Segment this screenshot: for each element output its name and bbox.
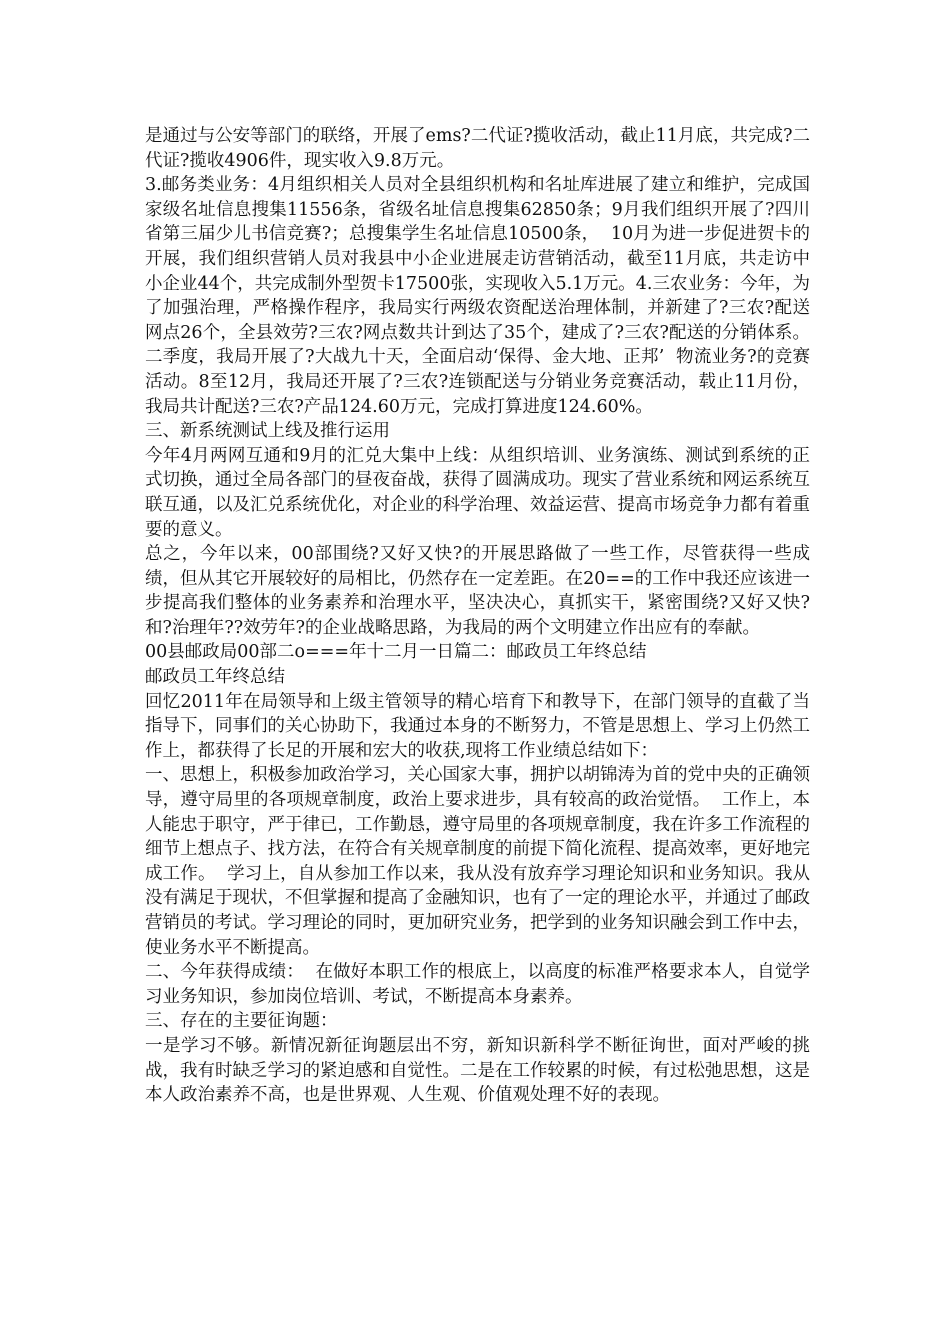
signature-line: 00县邮政局00部二o===年十二月一日篇二：邮政员工年终总结	[145, 642, 647, 663]
paragraph-system-launch: 今年4月两网互通和9月的汇兑大集中上线：从组织培训、业务演练、测试到系统的正式切换，通过全局各部门的昼夜奋战，获得了圆满成功。现实了营业系统和网运系统互联互通，以及汇兑系统优化，对企业的科学治理、效益运营、提高市场竞争力都有着重要的意义。	[145, 445, 810, 540]
document-page	[145, 124, 810, 1108]
paragraph-problems: 一是学习不够。新情况新征询题层出不穷，新知识新科学不断征询世，面对严峻的挑战，我有时缺乏学习的紧迫感和自觉性。二是在工作较累的时候，有过松弛思想，这是本人政治素养不高，也是世界观、人生观、价值观处理不好的表现。	[145, 1035, 810, 1106]
paragraph-review-intro: 回忆2011年在局领导和上级主管领导的精心培育下和教导下，在部门领导的直截了当指导下，同事们的关心协助下，我通过本身的不断努力，不管是思想上、学习上仍然工作上，都获得了长足的开展和宏大的收获,现将工作业绩总结如下：	[145, 691, 810, 761]
paragraph-postal-and-agri-business: 3.邮务类业务：4月组织相关人员对全县组织机构和名址库进展了建立和维护，完成国家级名址信息搜集11556条，省级名址信息搜集62850条；9月我们组织开展了?四川省第三届少儿书信竞赛?；总搜集学生名址信息10500条， 10月为进一步促进贺卡的开展，我们组织营销人员对我县中小企业进展走访营销活动，截至11月底，共走访中小企业44个，共完成制外型贺卡17500张，实现收入5.1万元。4.三农业务：今年，为了加强治理，严格操作程序，我局实行两级农资配送治理体制，并新建了?三农?配送网点26个，全县效劳?三农?网点数共计到达了35个，建成了?三农?配送的分销体系。二季度，我局开展了?大战九十天，全面启动‘保得、金大地、正邦’ 物流业务?的竞赛活动。8至12月，我局还开展了?三农?连锁配送与分销业务竞赛活动，载止11月份，我局共计配送?三农?产品124.60万元，完成打算进度124.60%。	[145, 175, 810, 417]
paragraph-conclusion: 总之，今年以来，00部围绕?又好又快?的开展思路做了一些工作，尽管获得一些成绩，但从其它开展较好的局相比，仍然存在一定差距。在20==的工作中我还应该进一步提高我们整体的业务素养和治理水平，坚决决心，真抓实干，紧密围绕?又好又快?和?治理年??效劳年?的企业战略思路，为我局的两个文明建立作出应有的奉献。	[145, 544, 810, 638]
heading-main-problems: 三、存在的主要征询题：	[145, 1011, 338, 1032]
paragraph-achievements: 二、今年获得成绩： 在做好本职工作的根底上，以高度的标准严格要求本人，自觉学习业务知识，参加岗位培训、考试，不断提高本身素养。	[145, 962, 810, 1007]
paragraph-ideology-work-study: 一、思想上，积极参加政治学习，关心国家大事，拥护以胡锦涛为首的党中央的正确领导，遵守局里的各项规章制度，政治上要求进步，具有较高的政治觉悟。 工作上，本人能忠于职守，严于律已，工作勤恳，遵守局里的各项规章制度，我在许多工作流程的细节上想点子、找方法，在符合有关规章制度的前提下简化流程、提高效率，更好地完成工作。 学习上，自从参加工作以来，我从没有放弃学习理论知识和业务知识。我从没有满足于现状，不但掌握和提高了金融知识，也有了一定的理论水平，并通过了邮政营销员的考试。学习理论的同时，更加研究业务，把学到的业务知识融会到工作中去，使业务水平不断提高。	[145, 765, 810, 958]
heading-new-system-launch: 三、新系统测试上线及推行运用	[145, 421, 390, 442]
heading-employee-summary: 邮政员工年终总结	[145, 667, 285, 688]
paragraph-ems-collection: 是通过与公安等部门的联络，开展了ems?二代证?揽收活动，截止11月底，共完成?二代证?揽收4906件，现实收入9.8万元。	[145, 126, 810, 171]
